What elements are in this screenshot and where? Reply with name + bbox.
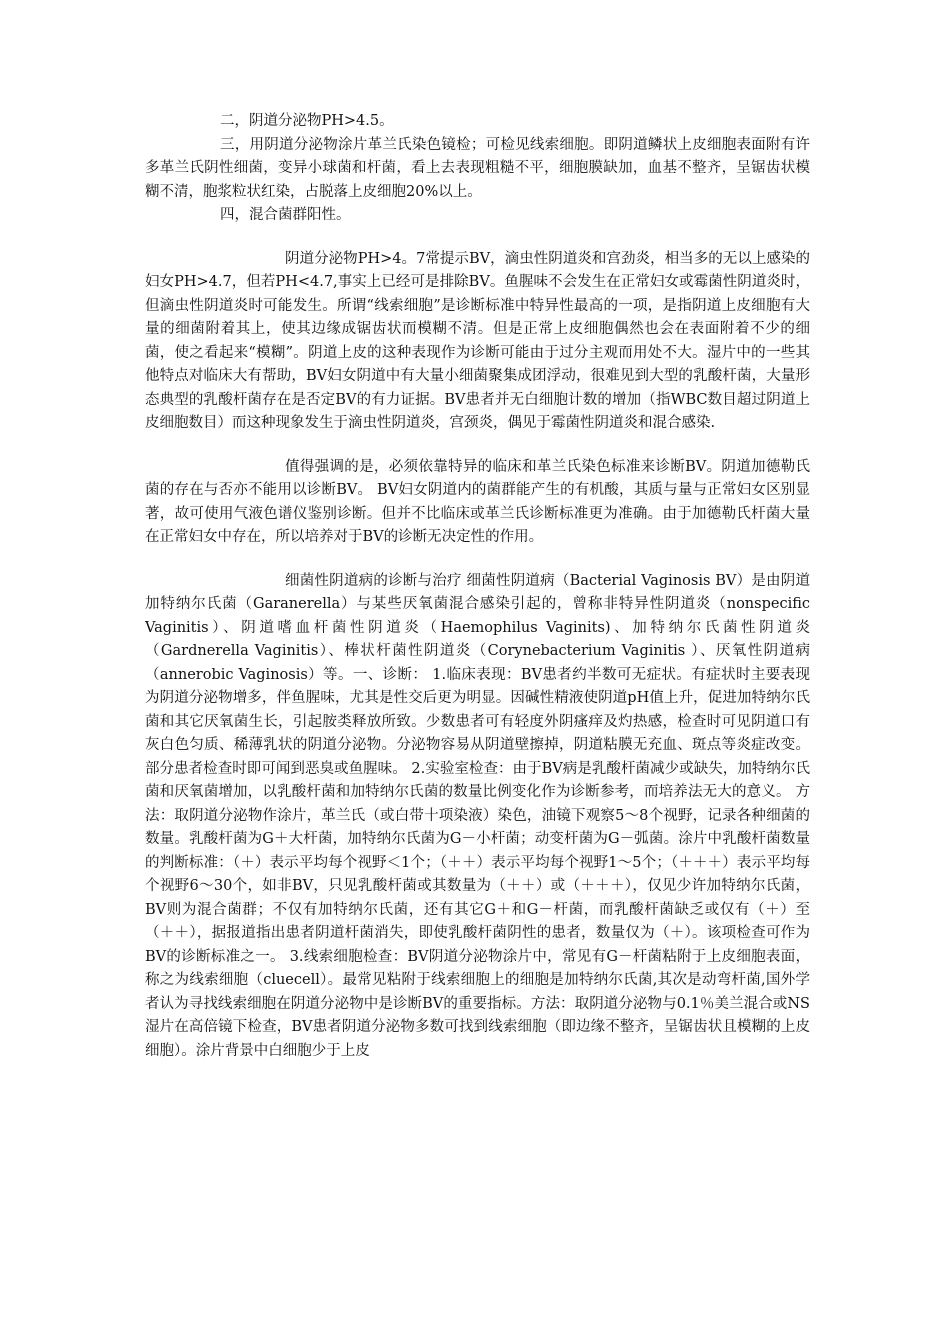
paragraph-mixed-flora: 四，混合菌群阳性。	[220, 207, 351, 223]
paragraph-ph-criterion: 二，阴道分泌物PH>4.5。	[220, 113, 394, 129]
document-body	[145, 110, 810, 1063]
paragraph-ph-discussion: 阴道分泌物PH>4。7常提示BV，滴虫性阴道炎和宫劲炎，相当多的无以上感染的妇女PH>4.7，但若PH<4.7,事实上已经可是排除BV。鱼腥味不会发生在正常妇女或霉菌性阴道炎时，但滴虫性阴道炎时可能发生。所谓“线索细胞”是诊断标准中特异性最高的一项，是指阴道上皮细胞有大量的细菌附着其上，使其边缘成锯齿状而模糊不清。但是正常上皮细胞偶然也会在表面附着不少的细菌，使之看起来“模糊”。阴道上皮的这种表现作为诊断可能由于过分主观而用处不大。湿片中的一些其他特点对临床大有帮助，BV妇女阴道中有大量小细菌聚集成团浮动，很难见到大型的乳酸杆菌，大量形态典型的乳酸杆菌存在是否定BV的有力证据。BV患者并无白细胞计数的增加（指WBC数目超过阴道上皮细胞数目）而这种现象发生于滴虫性阴道炎，宫颈炎，偶见于霉菌性阴道炎和混合感染.	[145, 250, 810, 431]
paragraph-diagnosis-treatment: 细菌性阴道病的诊断与治疗 细菌性阴道病（Bacterial Vaginosis BV）是由阴道加特纳尔氏菌（Garanerella）与某些厌氧菌混合感染引起的，曾称非特异性阴道炎（nonspecific Vaginitis）、阴道嗜血杆菌性阴道炎（Haemophilus Vaginits)、加特纳尔氏菌性阴道炎（Gardnerella Vaginitis）、棒状杆菌性阴道炎（Corynebacterium Vaginitis ）、厌氧性阴道病（annerobic Vaginosis）等。一、诊断： 1.临床表现：BV患者约半数可无症状。有症状时主要表现为阴道分泌物增多，伴鱼腥味，尤其是性交后更为明显。因碱性精液使阴道pH值上升，促进加特纳尔氏菌和其它厌氧菌生长，引起胺类释放所致。少数患者可有轻度外阴瘙痒及灼热感，检查时可见阴道口有灰白色匀质、稀薄乳状的阴道分泌物。分泌物容易从阴道壁擦掉，阴道粘膜无充血、斑点等炎症改变。部分患者检查时即可闻到恶臭或鱼腥味。 2.实验室检查：由于BV病是乳酸杆菌减少或缺失，加特纳尔氏菌和厌氧菌增加，以乳酸杆菌和加特纳尔氏菌的数量比例变化作为诊断参考，而培养法无大的意义。 方法：取阴道分泌物作涂片，革兰氏（或白带十项染液）染色，油镜下观察5～8个视野，记录各种细菌的数量。乳酸杆菌为G＋大杆菌，加特纳尔氏菌为G－小杆菌；动变杆菌为G－弧菌。涂片中乳酸杆菌数量的判断标准：（＋）表示平均每个视野＜1个；（＋＋）表示平均每个视野1～5个；（＋＋＋）表示平均每个视野6～30个，如非BV，只见乳酸杆菌或其数量为（＋＋）或（＋＋＋），仅见少许加特纳尔氏菌，BV则为混合菌群；不仅有加特纳尔氏菌，还有其它G＋和G－杆菌，而乳酸杆菌缺乏或仅有（＋）至（＋＋），据报道指出患者阴道杆菌消失，即使乳酸杆菌阴性的患者，数量仅为（＋）。该项检查可作为BV的诊断标准之一。 3.线索细胞检查：BV阴道分泌物涂片中，常见有G－杆菌粘附于上皮细胞表面，称之为线索细胞（cluecell）。最常见粘附于线索细胞上的细胞是加特纳尔氏菌,其次是动弯杆菌,国外学者认为寻找线索细胞在阴道分泌物中是诊断BV的重要指标。方法：取阴道分泌物与0.1％美兰混合或NS湿片在高倍镜下检查，BV患者阴道分泌物多数可找到线索细胞（即边缘不整齐，呈锯齿状且模糊的上皮细胞）。涂片背景中白细胞少于上皮	[145, 572, 810, 1059]
paragraph-diagnostic-standards: 值得强调的是，必须依靠特异的临床和革兰氏染色标准来诊断BV。阴道加德勒氏菌的存在与否亦不能用以诊断BV。 BV妇女阴道内的菌群能产生的有机酸，其质与量与正常妇女区别显著，故可使用气液色谱仪鉴别诊断。但并不比临床或革兰氏诊断标准更为准确。由于加德勒氏杆菌大量在正常妇女中存在，所以培养对于BV的诊断无决定性的作用。	[145, 458, 810, 545]
paragraph-clue-cell-criterion: 三，用阴道分泌物涂片革兰氏染色镜检；可检见线索细胞。即阴道鳞状上皮细胞表面附有许多革兰氏阴性细菌，变异小球菌和杆菌，看上去表现粗糙不平，细胞膜缺加，血基不整齐，呈锯齿状模糊不清，胞浆粒状红染，占脱落上皮细胞20%以上。	[145, 136, 810, 200]
